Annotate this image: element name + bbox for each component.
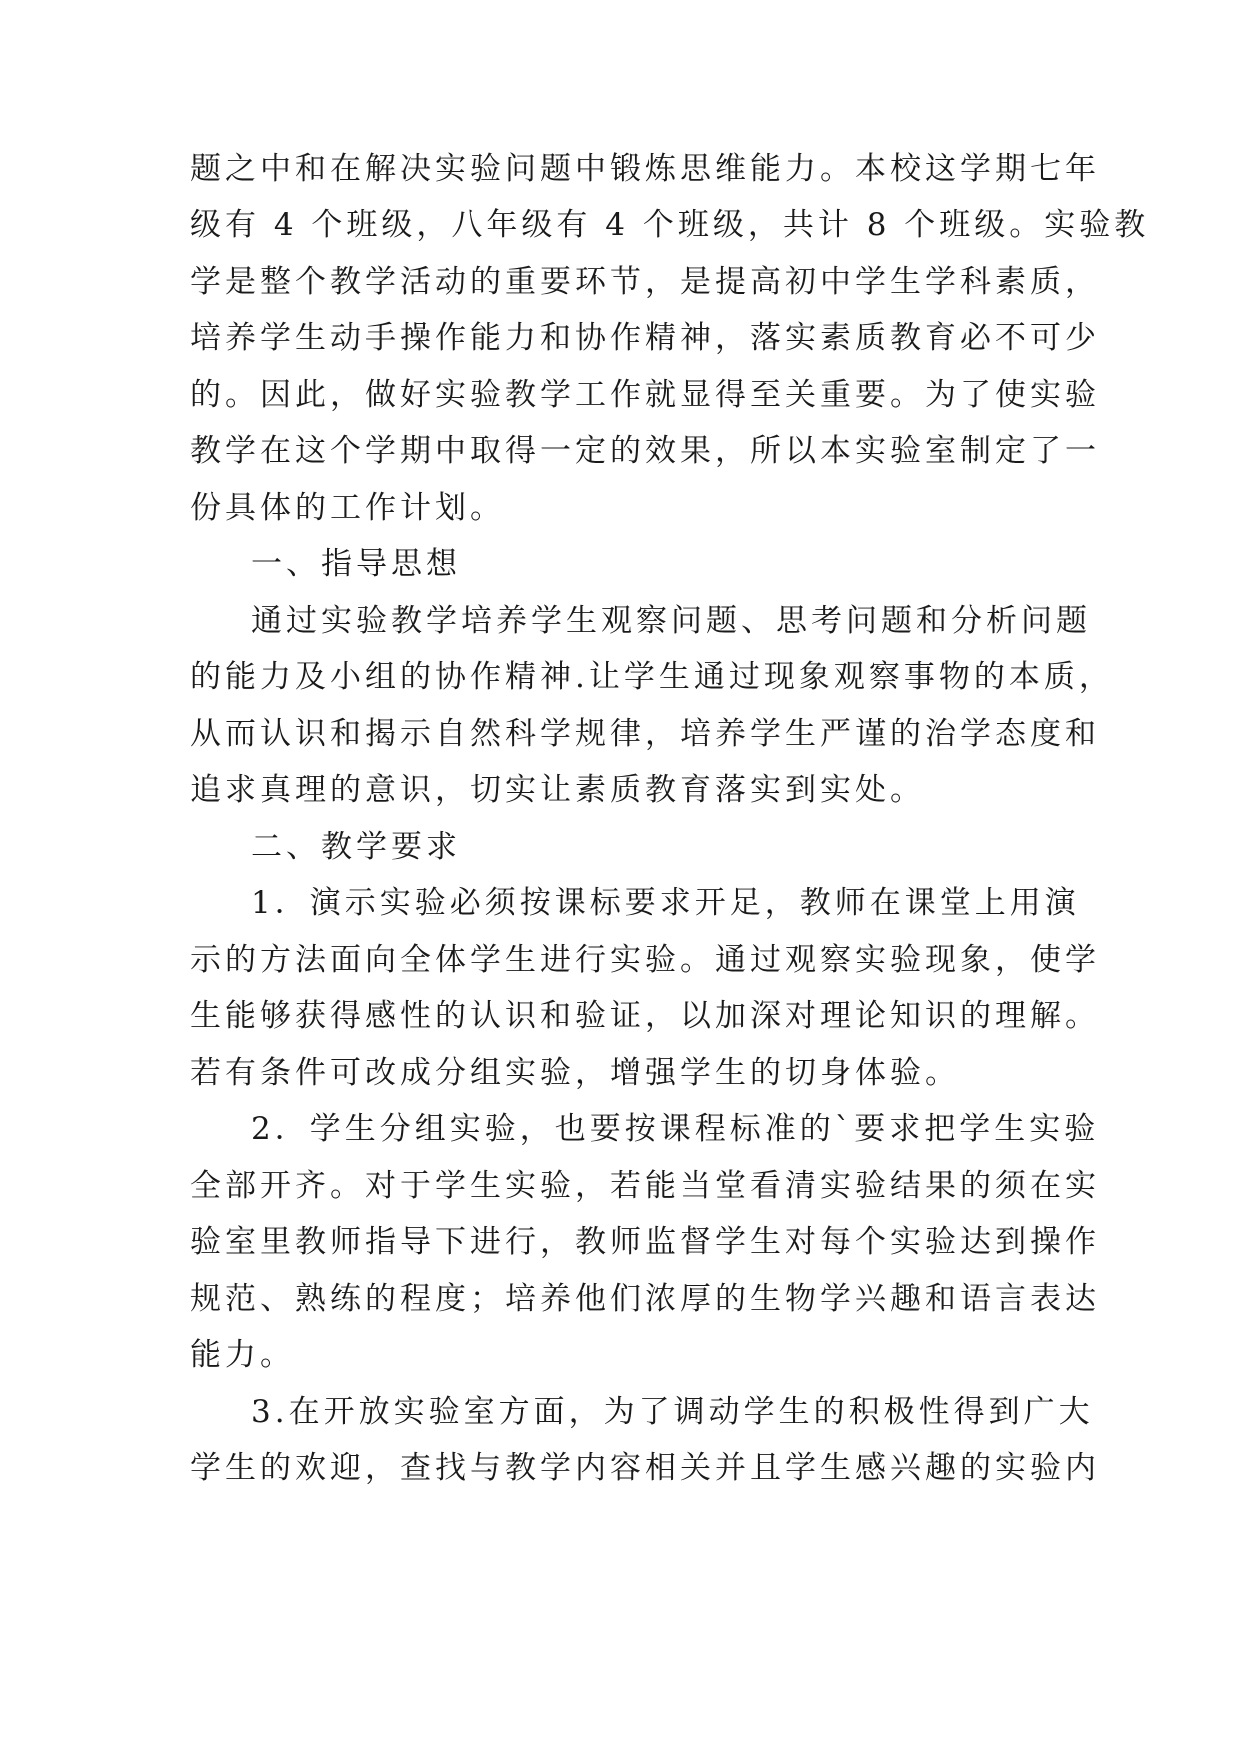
text-line: 份具体的工作计划。 [190, 490, 505, 526]
text-line: 1．演示实验必须按课标要求开足，教师在课堂上用演 [251, 885, 1080, 921]
text-line: 题之中和在解决实验问题中锻炼思维能力。本校这学期七年 [190, 151, 1100, 187]
text-line: 2．学生分组实验，也要按课程标准的`要求把学生实验 [251, 1111, 1100, 1147]
section-heading: 一、指导思想 [251, 546, 461, 582]
text-line: 级有 4 个班级，八年级有 4 个班级，共计 8 个班级。实验教 [190, 207, 1150, 243]
text-line: 追求真理的意识，切实让素质教育落实到实处。 [190, 772, 925, 808]
text-line: 生能够获得感性的认识和验证，以加深对理论知识的理解。 [190, 998, 1100, 1034]
text-line: 教学在这个学期中取得一定的效果，所以本实验室制定了一 [190, 433, 1100, 469]
section-heading: 二、教学要求 [251, 829, 461, 865]
text-line: 3.在开放实验室方面，为了调动学生的积极性得到广大 [251, 1394, 1094, 1430]
text-line: 规范、熟练的程度；培养他们浓厚的生物学兴趣和语言表达 [190, 1281, 1100, 1317]
text-line: 通过实验教学培养学生观察问题、思考问题和分析问题 [251, 603, 1091, 639]
text-line: 验室里教师指导下进行，教师监督学生对每个实验达到操作 [190, 1224, 1100, 1260]
text-line: 的能力及小组的协作精神.让学生通过现象观察事物的本质， [190, 659, 1114, 695]
text-line: 的。因此，做好实验教学工作就显得至关重要。为了使实验 [190, 377, 1100, 413]
text-line: 学是整个教学活动的重要环节，是提高初中学生学科素质， [190, 264, 1100, 300]
text-line: 若有条件可改成分组实验，增强学生的切身体验。 [190, 1055, 960, 1091]
text-line: 全部开齐。对于学生实验，若能当堂看清实验结果的须在实 [190, 1168, 1100, 1204]
text-line: 示的方法面向全体学生进行实验。通过观察实验现象，使学 [190, 942, 1100, 978]
text-line: 能力。 [190, 1337, 295, 1373]
text-line: 从而认识和揭示自然科学规律，培养学生严谨的治学态度和 [190, 716, 1100, 752]
text-line: 培养学生动手操作能力和协作精神，落实素质教育必不可少 [190, 320, 1100, 356]
text-line: 学生的欢迎，查找与教学内容相关并且学生感兴趣的实验内 [190, 1450, 1100, 1486]
